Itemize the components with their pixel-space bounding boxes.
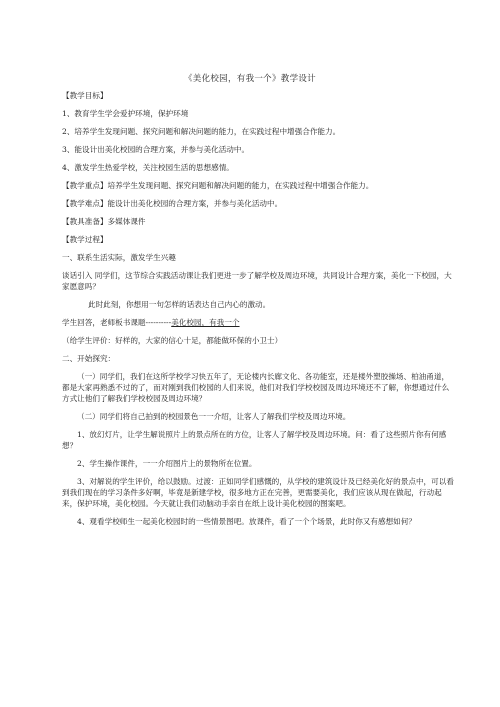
- document-title: 《美化校园，有我一个》教学设计: [183, 74, 316, 84]
- activity-2: 2、学生操作课件，一一介绍图片上的景物所在位置。: [77, 459, 257, 468]
- student-evaluation: （给学生评价：好样的，大家的信心十足，都能做环保的小卫士）: [62, 336, 283, 345]
- difficult-points: 【教学难点】能设计出美化校园的合理方案，并参与美化活动中。: [62, 199, 283, 208]
- prompt-question: 此时此刻，你想用一句怎样的话表达自己内心的激动。: [88, 300, 271, 309]
- intro-talk: 谈话引入 同学们，这节综合实践活动课让我们更进一步了解学校及周边环境，共同设计合理方案，美化一下校园，大家愿意吗？: [62, 271, 452, 291]
- step-1-heading: 一、联系生活实际，激发学生兴趣: [62, 253, 176, 262]
- sub-step-2: （二）同学们将自己拍到的校园景色一一介绍，让客人了解我们学校及周边环境。: [77, 412, 351, 421]
- objective-2: 2、培养学生发现问题、探究问题和解决问题的能力，在实践过程中增强合作能力。: [62, 127, 341, 136]
- step-2-heading: 二、开始探究：: [62, 354, 116, 363]
- board-title-prefix: 学生回答，老师板书课题: [62, 318, 146, 327]
- activity-4: 4、观看学校师生一起美化校园时的一些情景图吧。放课件，看了一个个场景，此时你又有感想如何？: [77, 517, 416, 526]
- activity-1: 1、放幻灯片，让学生解说照片上的景点所在的方位，让客人了解学校及周边环境。问：看了这些照片你有何感想？: [62, 430, 447, 450]
- board-title-dashes: ----------: [145, 318, 172, 327]
- section-heading-process: 【教学过程】: [62, 235, 108, 244]
- objective-4: 4、激发学生热爱学校，关注校园生活的思想感情。: [62, 163, 234, 172]
- board-title-text: 美化校园，有我一个: [171, 318, 240, 327]
- sub-step-1: （一）同学们，我们在这所学校学习快五年了，无论楼内长廊文化、各功能室，还是楼外塑胶操场、柏油甬道，都是大家再熟悉不过的了，而对刚到我们校园的人们来说，他们对我们学校校园及周边环境还不了解，你想通过什么方式让他们了解我们学校校园及周边环境？: [62, 372, 450, 403]
- objective-3: 3、能设计出美化校园的合理方案，并参与美化活动中。: [62, 145, 250, 154]
- activity-3: 3、对解说的学生评价，给以鼓励。过渡：正如同学们感慨的，从学校的建筑设计及已经美化好的景点中，可以看到我们现在的学习条件多好啊，毕竟是新建学校，很多地方正在完善，更需要美化，我们应该从现在做起，行动起来，保护环境，美化校园。今天就让我们动脑动手亲自在纸上设计美化校园的图案吧。: [62, 477, 454, 508]
- section-heading-objectives: 【教学目标】: [62, 91, 108, 100]
- board-title-line: [62, 317, 456, 328]
- objective-1: 1、教育学生学会爱护环境，保护环境: [62, 109, 189, 118]
- document-body: [62, 90, 456, 534]
- teaching-aids: 【教具准备】多媒体课件: [62, 217, 146, 226]
- key-points: 【教学重点】培养学生发现问题、探究问题和解决问题的能力，在实践过程中增强合作能力。: [62, 181, 374, 190]
